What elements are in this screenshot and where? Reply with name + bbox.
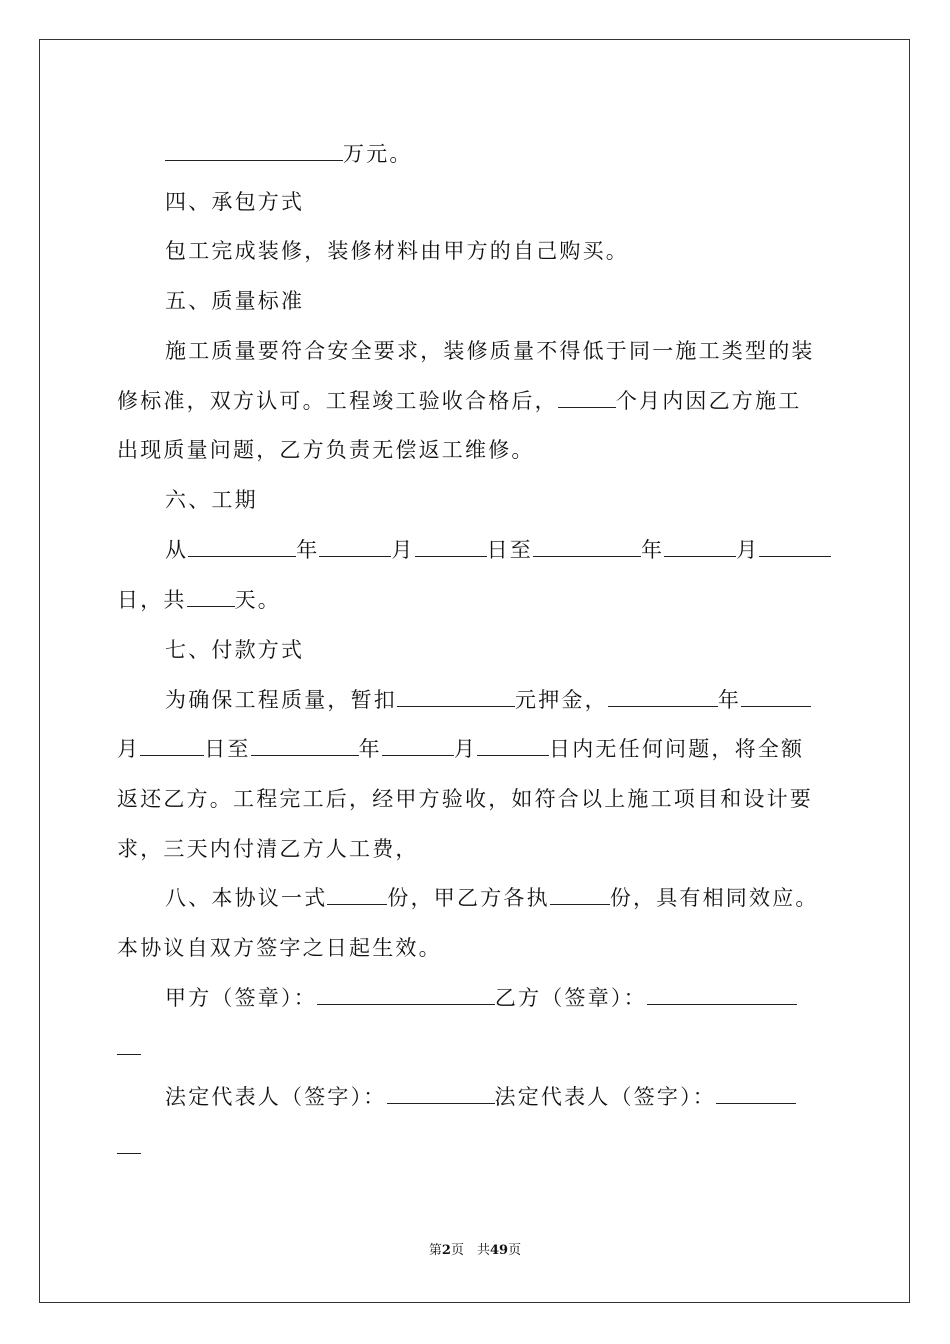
section-4-heading: 四、承包方式 xyxy=(165,190,305,214)
legal-rep-a-label: 法定代表人（签字）： xyxy=(165,1085,387,1109)
legal-rep-b-label: 法定代表人（签字）： xyxy=(494,1085,716,1109)
line-amount xyxy=(117,139,835,169)
section-7-line1: 为确保工程质量，暂扣 元押金， 年 xyxy=(117,685,835,715)
legal-rep-b-blank xyxy=(716,1083,796,1104)
blank-amount xyxy=(165,140,343,161)
party-b-label: 乙方（签章）： xyxy=(494,986,647,1010)
section-5-body-line2: 修标准，双方认可。工程竣工验收合格后， 个月内因乙方施工 xyxy=(117,389,802,413)
party-b-blank xyxy=(647,984,797,1005)
party-a-label: 甲方（签章）： xyxy=(165,986,317,1010)
section-5-body-line1: 施工质量要符合安全要求，装修质量不得低于同一施工类型的装 xyxy=(165,339,815,363)
section-5-heading: 五、质量标准 xyxy=(165,289,305,313)
section-4-body: 包工完成装修，装修材料由甲方的自己购买。 xyxy=(165,239,629,263)
section-5-body-line3: 出现质量问题，乙方负责无偿返工维修。 xyxy=(117,438,535,462)
text-wanyuan: 万元。 xyxy=(343,142,413,166)
signature-line-parties xyxy=(117,983,835,1013)
section-6-heading: 六、工期 xyxy=(165,488,258,512)
signature-continuation-1 xyxy=(117,1033,835,1063)
blank-months xyxy=(558,387,616,408)
signature-line-legal-reps xyxy=(117,1082,835,1112)
section-6-period-line1: 从 年 月 日至 年 月 xyxy=(117,535,835,565)
legal-rep-a-blank xyxy=(387,1083,495,1104)
section-8-line2: 本协议自双方签字之日起生效。 xyxy=(117,936,442,960)
signature-continuation-2 xyxy=(117,1132,835,1162)
section-6-period-line2: 日，共 天。 xyxy=(117,588,282,612)
section-7-line2: 月 日至 年 月 日内无任何问题，将全额 xyxy=(117,737,805,761)
current-page-number: 2 xyxy=(441,1243,451,1258)
section-8-line1: 八、本协议一式 份，甲乙方各执 份，具有相同效应。 xyxy=(165,886,819,910)
section-7-heading: 七、付款方式 xyxy=(165,638,305,662)
party-a-blank xyxy=(317,984,495,1005)
section-7-line3: 返还乙方。工程完工后，经甲方验收，如符合以上施工项目和设计要 xyxy=(117,787,813,811)
total-pages-number: 49 xyxy=(489,1243,509,1258)
page-footer: 第2页 共49页 xyxy=(428,1243,522,1258)
section-7-line4: 求，三天内付清乙方人工费， xyxy=(117,837,419,861)
page-border xyxy=(39,39,910,1303)
